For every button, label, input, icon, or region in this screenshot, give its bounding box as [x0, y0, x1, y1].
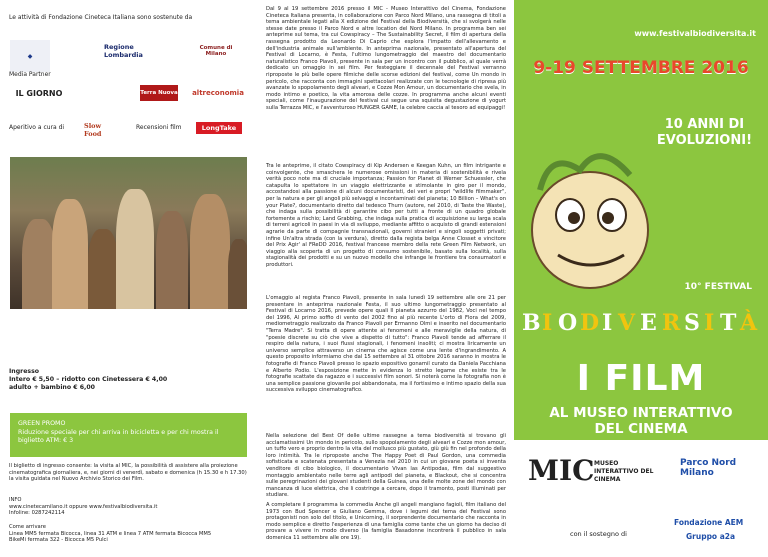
- letter-b: B: [522, 310, 541, 336]
- letter-t: T: [720, 310, 737, 336]
- il-giorno-logo: IL GIORNO: [15, 88, 63, 98]
- altreconomia-logo: altreconomia: [192, 89, 244, 97]
- come-line2: BikeMi fermata 322 - Bicocca M5 Pulci: [9, 537, 108, 544]
- mascot-illustration: [520, 120, 670, 290]
- terra-nuova-logo: Terra Nuova: [140, 85, 178, 101]
- letter-v: V: [618, 310, 636, 336]
- left-column: [0, 0, 257, 557]
- intro-paragraph: Dal 9 al 19 settembre 2016 presso il MIC - Museo Interattivo del Cinema, Fondazione Cineteca Italiana presenta, in collaborazione con Parco Nord Milano, una rassegna di titoli a tema ambientale legati alla X edizione del Festival della Biodiversità, che si svolgerà nelle stesse date presso il Parco Nord e altre location del Nord Milano. In programma ben sei anteprime sul tema, tra cui Cowspiracy – The Sustainability Secret, il film di apertura della rassegna prodotto da Leonardo Di Caprio che esplora l'impatto dell'allevamento e dell'industria animale sull'ambiente. In anteprima nazionale, presentato all'apertura del Festival di Locarno, è Festa, l'ultimo lungometraggio del maestro del documentario naturalistico Franco Piavoli, presente in sala per un incontro con il pubblico, al quale verrà dedicato un omaggio in sei film. Per festeggiare il decennale del Festival verranno riproposte le più belle opere filmiche delle scorse edizioni del festival, come Un mondo in pericolo, che racconta con immagini spettacolari realizzate con le tecnologie di ripresa più avanzate lo spopolamento degli alveari, e Cozze Mon Amour, un documentario che svela, in modo intimo e poetico, la vita amorosa delle cozze. In programma anche alcuni eventi speciali, come l'inaugurazione del festival cui segue una squisita degustazione di yogurt sulla Terrazza MIC, e l'avventuroso HUNGER GAME, la celebre caccia al tesoro ad equipaggi!: [266, 6, 506, 111]
- letter-a: À: [740, 310, 758, 336]
- biodiversita-chain: [514, 300, 768, 350]
- letter-r: R: [662, 310, 681, 336]
- longtake-logo: LongTake: [196, 122, 242, 134]
- programma-paragraph: A completare il programma la commedia Anche gli angeli mangiano fagioli, film italiano del 1973 con Bud Spencer e Giuliano Gemma, dove i legumi del tema del Festival sono protagonisti non solo del titolo, e Unicorning, il sorprendente documentario che racconta in modo semplice e diretto l'esperienza di una famiglia come tante che un giorno ha deciso di provare a vivere in modo diverso (la famiglia Basadonne incontrerà il pubblico in sala domenica 11 settembre alle ore 19).: [266, 502, 506, 541]
- piavoli-paragraph: L'omaggio al regista Franco Piavoli, presente in sala lunedì 19 settembre alle ore 21 per presentare in anteprima nazionale Festa, il suo ultimo lungometraggio presentato al Festival di Locarno 2016, prevede opere quali Il pianeta azzurro del 1982, Voci nel tempo del 1996, Al primo soffio di vento del 2002 fino al più recente L'orto di Flora del 2009, mediometraggio realizzato da Franco Piavoli per Ermanno Olmi e inserito nel documentario "Terra Madre". Si tratta di opere attente ai fenomeni e alle meraviglie della natura, di "poesie discrete su ciò che vive a dispetto di tutto": Franco Piavoli tende ad afferrare il respiro della natura, i suoi flussi stagionali, i fenomeni insoliti; ci mostra liricamente un universo semplice attraverso un cinema che agisce come una lente d'ingrandimento. A questo proposito informiamo che dal 15 settembre al 31 ottobre 2016 saranno in mostra le fotografie di Franco Piavoli presso lo spazio espositivo gonamil curato da Daniela Pacchiana e Alberto Podio. L'esposizione mette in evidenza lo stretto legame che esiste tra le fotografie scattate da ragazzo e i successivi film sonori. Si noterà come la fotografia non è una semplice passione giovanile poi abbandonata, ma il fortissimo e intimo spazio della sua successiva sviluppo cinematografico.: [266, 295, 506, 394]
- info-title: INFO: [9, 497, 22, 503]
- sponsor-intro: Le attività di Fondazione Cineteca Italiana sono sostenute da: [9, 14, 193, 21]
- letter-e: E: [640, 310, 657, 336]
- i-film-title: I FILM: [576, 358, 706, 399]
- aem-logo: Fondazione AEM: [674, 518, 744, 527]
- letter-o: O: [558, 310, 578, 336]
- festival-label: 10° FESTIVAL: [684, 282, 752, 292]
- letter-i3: I: [704, 310, 715, 336]
- recensioni-label: Recensioni film: [136, 124, 182, 131]
- evoluzioni-title: EVOLUZIONI!: [656, 133, 752, 148]
- comune-milano-logo: Comune di Milano: [199, 45, 233, 57]
- come-line1: Linea MM5 fermata Bicocca, linea 31 ATM e linea 7 ATM fermata Bicocca MM5: [9, 530, 212, 537]
- letter-s: S: [684, 310, 700, 336]
- green-promo-text: Riduzione speciale per chi arriva in bicicletta e per chi mostra il biglietto ATM: € 3: [18, 428, 219, 444]
- museo-line1: AL MUSEO INTERATTIVO: [549, 405, 733, 421]
- people-photo: [10, 157, 247, 309]
- ingresso-title: Ingresso: [9, 368, 40, 375]
- slow-food-logo: Slow Food: [84, 122, 102, 138]
- anni-title: 10 ANNI DI: [664, 117, 745, 132]
- letter-i: I: [542, 310, 553, 336]
- museo-line2: DEL CINEMA: [594, 421, 688, 437]
- cover-column: [514, 0, 768, 557]
- sponsor-footer: [514, 440, 768, 557]
- middle-column: [257, 0, 514, 557]
- letter-i2: I: [602, 310, 613, 336]
- green-promo-title: GREEN PROMO: [18, 420, 66, 427]
- festival-url[interactable]: www.festivalbiodiversita.it: [634, 29, 756, 38]
- anteprime-paragraph: Tra le anteprime, il citato Cowspiracy di Kip Andersen e Keegan Kuhn, un film intrigante e coinvolgente, che smaschera le numerose omissioni in materia di sostenibilità e rivela verità poco note ma di cruciale importanza; Passion for Planet di Werner Schuessler, che catapulta lo spettatore in un viaggio elettrizzante e stimolante in giro per il mondo, accostandosi alla passione di alcuni documentaristi, dei veri e propri "wildlife filmmaker", per la natura e per gli angoli più selvaggi e incontaminati del pianeta; 10 Billion – What's on your Plate?, documentario diretto dal tedesco Thurn (autore, nel 2010, di Taste the Waste), che indaga sulla possibilità di garantire cibo per tutti a fronte di un quadro globale fortemente a rischio; Land Grabbing, che indaga sulla pratica di acquisizione su larga scala di terreni agricoli in paesi in via di sviluppo, mediante affitto o acquisto di grandi estensioni agrarie da parte di compagnie transnazionali, governi stranieri e singoli soggetti privati; infine Un'altra strada (con la verdura), diretto dalla regista belga Anne Closset e vincitore del Prix Agir' al FReDD 2016, festival francese membro della rete Green Film Network, un viaggio alla scoperta di un progetto di consumo sostenibile, basato sulla località, sulla stagionalità dei prodotti e su un nuovo modello che infrange le frontiere tra consumatori e produttori.: [266, 163, 506, 268]
- mic-logo: MIC: [528, 454, 595, 487]
- best-of-paragraph: Nella selezione del Best Of delle ultime rassegne a tema biodiversità si trovano gli acclamatissimi Un mondo in pericolo, sullo spopolamento degli alveari e Cozze mon amour, un tuffo vero e proprio dentro la vita del mollusco più gustato, giù giù fin nel profondo della loro intimità. Tra le riproposte anche The Happy Poet di Paul Gordon, una commedia sofisticata e scatenata presentata a Venezia nel 2010 in cui un giovane poeta si inventa venditore di cibo biologico, il documentario Vivan las Antipodas, film dal suggestivo montaggio ambientato nelle terre agli antipodi del pianeta, e Blackout, che si concentra sulle peregrinazioni dei giovani studenti della Guinea, una delle molte zone del mondo con mancanza di luce elettrica, che li costringe a cercare, dopo il tramonto, posti illuminati per studiare.: [266, 433, 506, 499]
- biglietto-text: Il biglietto di ingresso consente: la visita al MIC, la possibilità di assistere alla proiezione cinematografica giornaliera, e, nei giorni di venerdì, sabato e domenica (h 15.30 e h 17.30) la visita guidata nel Nuovo Archivio Storico dei Film.: [9, 463, 247, 483]
- aperitivo-label: Aperitivo a cura di: [9, 124, 65, 131]
- info-line1[interactable]: www.cinetecamilano.it oppure www.festivalbiodiversita.it: [9, 503, 158, 510]
- ingresso-line2: adulto + bambino € 6,00: [9, 384, 95, 391]
- parco-nord-logo: Parco Nord Milano: [680, 458, 737, 478]
- cineteca-logo: ◆: [10, 40, 50, 72]
- gruppo-a2a-logo: Gruppo a2a: [686, 532, 736, 541]
- mic-text: MUSEO INTERATTIVO DEL CINEMA: [594, 460, 654, 483]
- ingresso-line1: Intero € 5,50 – ridotto con Cinetessera € 4,00: [9, 376, 168, 383]
- sostegno-label: con il sostegno di: [570, 530, 627, 538]
- letter-d: D: [580, 310, 600, 336]
- come-title: Come arrivare: [9, 524, 46, 530]
- regione-lombardia-logo: Regione Lombardia: [104, 43, 143, 59]
- media-partner-label: Media Partner: [9, 71, 51, 78]
- festival-dates: 9-19 SETTEMBRE 2016: [533, 58, 749, 78]
- green-promo-box: [10, 413, 247, 457]
- info-line2: Infoline: 0287242114: [9, 510, 65, 517]
